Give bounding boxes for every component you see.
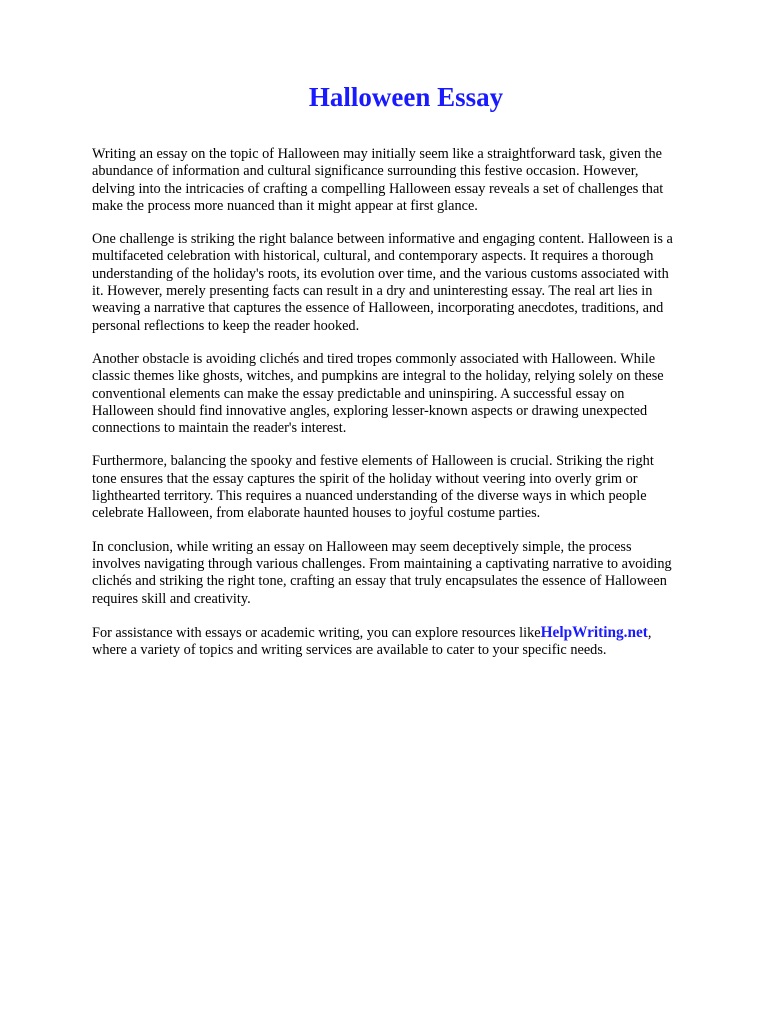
paragraph-tone: [92, 453, 732, 522]
closing-line-2: where a variety of topics and writing services are available to cater to your specific needs.: [92, 642, 607, 659]
paragraph-balance: [92, 231, 732, 335]
text-line: understanding of the holiday's roots, its evolution over time, and the various customs associated with: [92, 265, 669, 282]
text-line: classic themes like ghosts, witches, and pumpkins are integral to the holiday, relying solely on these: [92, 368, 664, 385]
text-line: make the process more nuanced than it might appear at first glance.: [92, 197, 478, 214]
text-line: delving into the intricacies of crafting a compelling Halloween essay reveals a set of challenges that: [92, 180, 664, 197]
text-line: lighthearted territory. This requires a nuanced understanding of the diverse ways in which people: [92, 488, 647, 505]
text-line: Furthermore, balancing the spooky and festive elements of Halloween is crucial. Striking the right: [92, 453, 654, 470]
text-line: abundance of information and cultural significance surrounding this festive occasion. However,: [92, 163, 639, 180]
paragraph-closing: [92, 624, 732, 660]
text-line: requires skill and creativity.: [92, 590, 251, 607]
helpwriting-link[interactable]: HelpWriting.net: [540, 623, 648, 641]
text-line: Halloween should find innovative angles, exploring lesser-known aspects or drawing unexpected: [92, 402, 648, 419]
text-line: celebrate Halloween, from elaborate haunted houses to joyful costume parties.: [92, 505, 541, 522]
text-line: it. However, merely presenting facts can result in a dry and uninteresting essay. The real art lies in: [92, 283, 653, 300]
text-line: In conclusion, while writing an essay on Halloween may seem deceptively simple, the process: [92, 538, 632, 555]
paragraph-cliches: [92, 351, 732, 437]
text-line: multifaceted celebration with historical, cultural, and contemporary aspects. It requires a thorough: [92, 248, 654, 265]
closing-line-1: [92, 624, 732, 642]
closing-text-before-link: For assistance with essays or academic writing, you can explore resources like: [92, 624, 541, 641]
text-line: Writing an essay on the topic of Halloween may initially seem like a straightforward task, given the: [92, 146, 662, 162]
text-line: clichés and striking the right tone, crafting an essay that truly encapsulates the essence of Halloween: [92, 573, 667, 590]
text-line: One challenge is striking the right balance between informative and engaging content. Halloween is a: [92, 231, 673, 248]
text-line: weaving a narrative that captures the essence of Halloween, incorporating anecdotes, traditions, and: [92, 300, 664, 317]
paragraph-conclusion: [92, 539, 732, 608]
text-line: tone ensures that the essay captures the spirit of the holiday without veering into overly grim or: [92, 470, 638, 487]
text-line: personal reflections to keep the reader hooked.: [92, 317, 360, 334]
text-line: Another obstacle is avoiding clichés and tired tropes commonly associated with Halloween. While: [92, 350, 656, 367]
document-title: Halloween Essay: [308, 82, 504, 112]
text-line: conventional elements can make the essay predictable and uninspiring. A successful essay on: [92, 385, 625, 402]
paragraph-intro: [92, 146, 732, 215]
text-line: connections to maintain the reader's interest.: [92, 420, 347, 437]
document-body: [92, 146, 732, 675]
text-line: involves navigating through various challenges. From maintaining a captivating narrative to avoiding: [92, 555, 672, 572]
closing-text-after-link: ,: [647, 624, 652, 641]
